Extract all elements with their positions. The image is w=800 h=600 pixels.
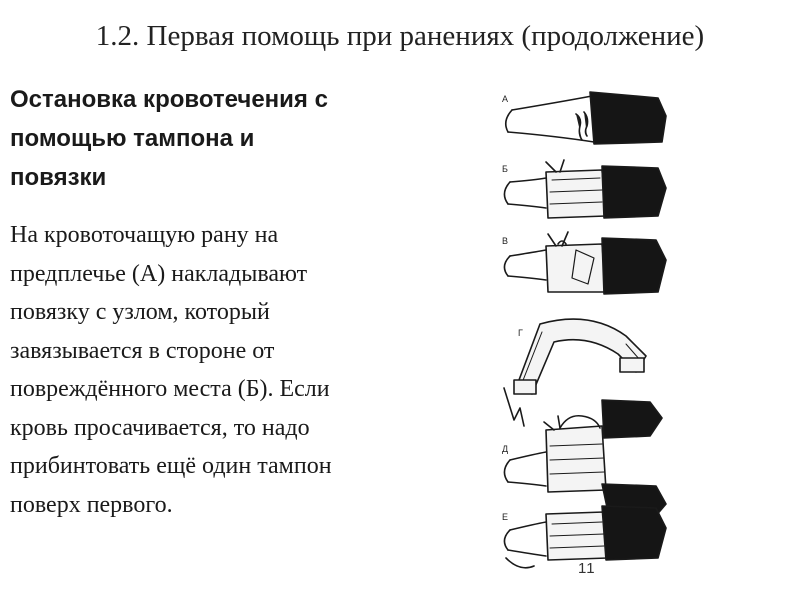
bandage-knot [548,232,568,246]
arm-outline [512,96,592,110]
arm-outline [510,178,546,182]
blood-stain [576,114,582,140]
panel-b [502,160,666,218]
bandage-end [514,380,536,394]
hand-outline [504,256,510,276]
arm-outline [508,550,546,556]
panel-d [514,319,646,394]
hand-outline [504,182,510,204]
body-line: На кровоточащую рану на [10,222,279,248]
sleeve-shape [602,400,662,438]
panel-letter: Е [502,512,509,522]
bandage-knot [546,160,564,172]
sleeve-shape [590,92,666,144]
arm-outline [506,558,534,568]
hand-outline [504,530,510,550]
hand-outline [506,110,512,132]
arm-outline [510,250,546,256]
panel-letter: Б [502,164,508,174]
body-line: предплечье (А) накладывают [10,260,308,287]
arm-outline [510,452,546,460]
body-line: прибинтовать ещё один тампон [10,453,332,479]
body-line: повреждённого места (Б). Если [10,376,330,402]
sleeve-shape [602,238,666,294]
panel-letter: В [502,236,509,246]
panel-c [502,232,666,294]
bandage-shape [546,170,606,218]
bandage-end [620,358,644,372]
section-heading [10,80,430,197]
panel-letter: А [502,94,509,104]
heading-line: повязки [10,164,107,191]
body-line: повязку с узлом, который [10,299,270,325]
body-paragraph [10,216,450,524]
panel-f [502,506,666,568]
arm-outline [508,482,546,486]
heading-line: помощью тампона и [10,125,255,152]
panel-e [502,388,666,518]
panel-letter: Г [518,328,523,338]
bandaging-drawing [490,88,680,590]
hand-outline [504,460,510,482]
sleeve-shape [602,506,666,560]
arm-outline [508,276,546,280]
heading-line: Остановка кровотечения с [10,86,328,113]
arm-outline [508,204,546,208]
sleeve-shape [602,166,666,218]
page-number: 11 [578,560,596,577]
bandage-knot [544,416,560,430]
blood-stain [584,112,588,136]
arm-outline [510,522,546,530]
body-line: завязывается в стороне от [10,337,275,364]
slide-title: 1.2. Первая помощь при ранениях (продолжение) [95,20,705,52]
panel-letter: Д [502,444,509,454]
body-line: поверх первого. [10,491,173,518]
panel-a [502,92,666,144]
body-line: кровь просачивается, то надо [10,414,310,441]
bandaging-illustration [490,88,680,590]
